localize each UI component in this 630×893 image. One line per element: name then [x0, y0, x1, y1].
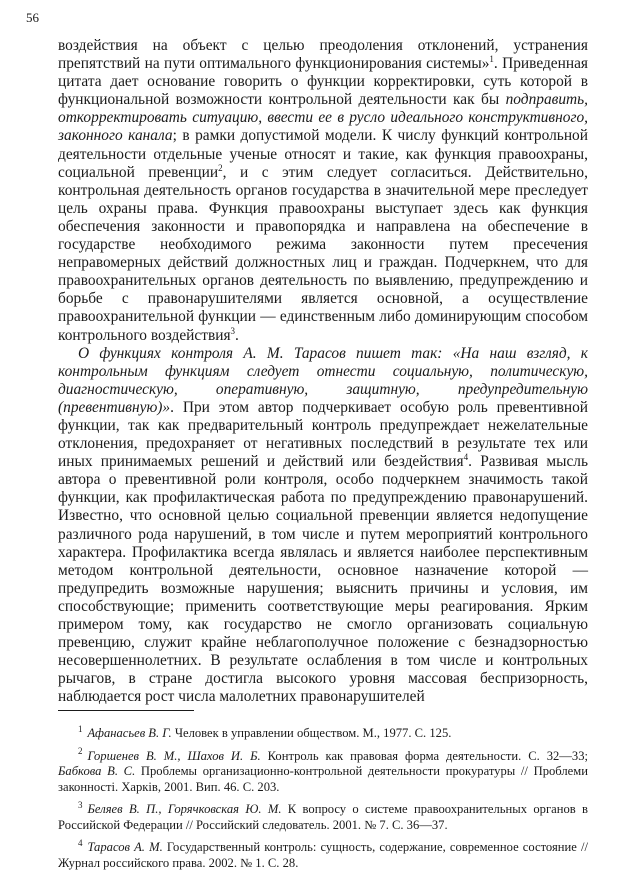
footnote-3 — [58, 799, 588, 833]
footnote-author: Афанасьев В. Г. — [87, 726, 172, 740]
footnote-ref-1: 1 — [489, 53, 494, 64]
footnote-number: 3 — [78, 799, 83, 810]
footnotes — [58, 723, 588, 878]
footnote-1 — [58, 723, 588, 742]
footnote-ref-4: 4 — [463, 452, 469, 463]
footnote-author: Бабкова В. С. — [58, 764, 136, 778]
footnote-ref-3: 3 — [230, 325, 236, 336]
footnote-number: 2 — [78, 746, 83, 757]
footnote-text: Контроль как правовая форма деятельности. С. 32—33; — [260, 748, 588, 763]
page-number: 56 — [26, 10, 39, 25]
footnote-2 — [58, 746, 588, 796]
footnote-text: Государственный контроль: сущность, содержание, современное состояние // Журнал российского права. 2002. № 1. С. 28. — [58, 840, 588, 870]
paragraph-1-text-e: . — [235, 326, 239, 344]
footnote-author: Тарасов А. М. — [87, 840, 163, 854]
paragraph-1 — [58, 37, 588, 345]
footnote-text: Человек в управлении обществом. М., 1977. С. 125. — [171, 726, 452, 740]
body-text — [58, 37, 588, 706]
footnote-4 — [58, 837, 588, 871]
paragraph-1-text-d: , и с этим следует согласиться. Действительно, контрольная деятельность органов государства в значительной мере преследует цель охраны права. Функция правоохраны выступает здесь как функция обеспечения законности и правопорядка и направлена на обеспечение в государстве необходимого режима законности путем пресечения неправомерных действий должностных лиц и граждан. Подчеркнем, что для правоохранительных органов деятельность по выявлению, предупреждению и борьбе с правонарушителями является основной, а осуществление правоохранительной функции — единственным либо доминирующим способом контрольного воздействия — [58, 163, 588, 344]
footnote-text: Проблемы организационно-контрольной деятельности прокуратуры // Проблеми законності. Харків, 2001. Вип. 46. С. 203. — [58, 764, 588, 794]
footnote-author: Горшенев В. М., Шахов И. Б. — [87, 748, 261, 763]
paragraph-1-italic: подправить, откорректировать ситуацию, ввести ее в русло идеального конструктивного, законного канала — [58, 91, 588, 145]
footnote-author: Беляев В. П., Горячковская Ю. М. — [87, 802, 282, 816]
paragraph-2-text-a: . При этом автор подчеркивает особую роль превентивной функции, так как предварительный контроль предупреждает нежелательные отклонения, предохраняет от негативных последствий в результате тех или иных принимаемых решений и действий или бездействия — [58, 398, 588, 471]
footnote-ref-2: 2 — [218, 162, 223, 173]
paragraph-2 — [58, 345, 588, 707]
footnote-rule — [58, 710, 194, 711]
paragraph-1-text-c: ; в рамки допустимой модели. К числу функций контрольной деятельности отдельные ученые относят и такие, как функция правоохраны, социальной превенции — [58, 127, 588, 181]
paragraph-1-text-a: воздействия на объект с целью преодоления отклонений, устранения препятствий на пути оптимального функционирования системы» — [58, 37, 588, 73]
footnote-number: 1 — [78, 723, 83, 734]
paragraph-1-text-b: . Приведенная цитата дает основание говорить о функции корректировки, суть которой в функциональной возможности контрольной деятельности как бы — [58, 55, 589, 109]
footnote-number: 4 — [78, 837, 83, 848]
paragraph-2-italic-quote: О функциях контроля А. М. Тарасов пишет так: «На наш взгляд, к контрольным функциям следует отнести социальную, политическую, диагностическую, оперативную, защитную, предупредительную (превентивную)» — [58, 344, 588, 416]
footnote-text: К вопросу о системе правоохранительных органов в Российской Федерации // Российский следователь. 2001. № 7. С. 36—37. — [58, 802, 588, 832]
paragraph-2-text-b: . Развивая мысль автора о превентивной роли контроля, особо подчеркнем значимость такой функции, как профилактическая работа по предупреждению правонарушений. Известно, что основной целью социальной превенции является недопущение различного рода нарушений, в том числе и путем мероприятий контрольного характера. Профилактика всегда являлась и является наиболее перспективным методом контрольной деятельности, основное назначение которой — предупредить возможные нарушения; выяснить причины и условия, им способствующие; применить соответствующие меры реагирования. Ярким примером тому, как государство не смогло организовать социальную превенцию, служит крайне неблагополучное положение с безнадзорностью несовершеннолетних. В результате ослабления в том числе и контрольных рычагов, в стране достигла высокого уровня массовая беспризорность, наблюдается рост числа малолетних правонарушителей — [58, 453, 588, 706]
